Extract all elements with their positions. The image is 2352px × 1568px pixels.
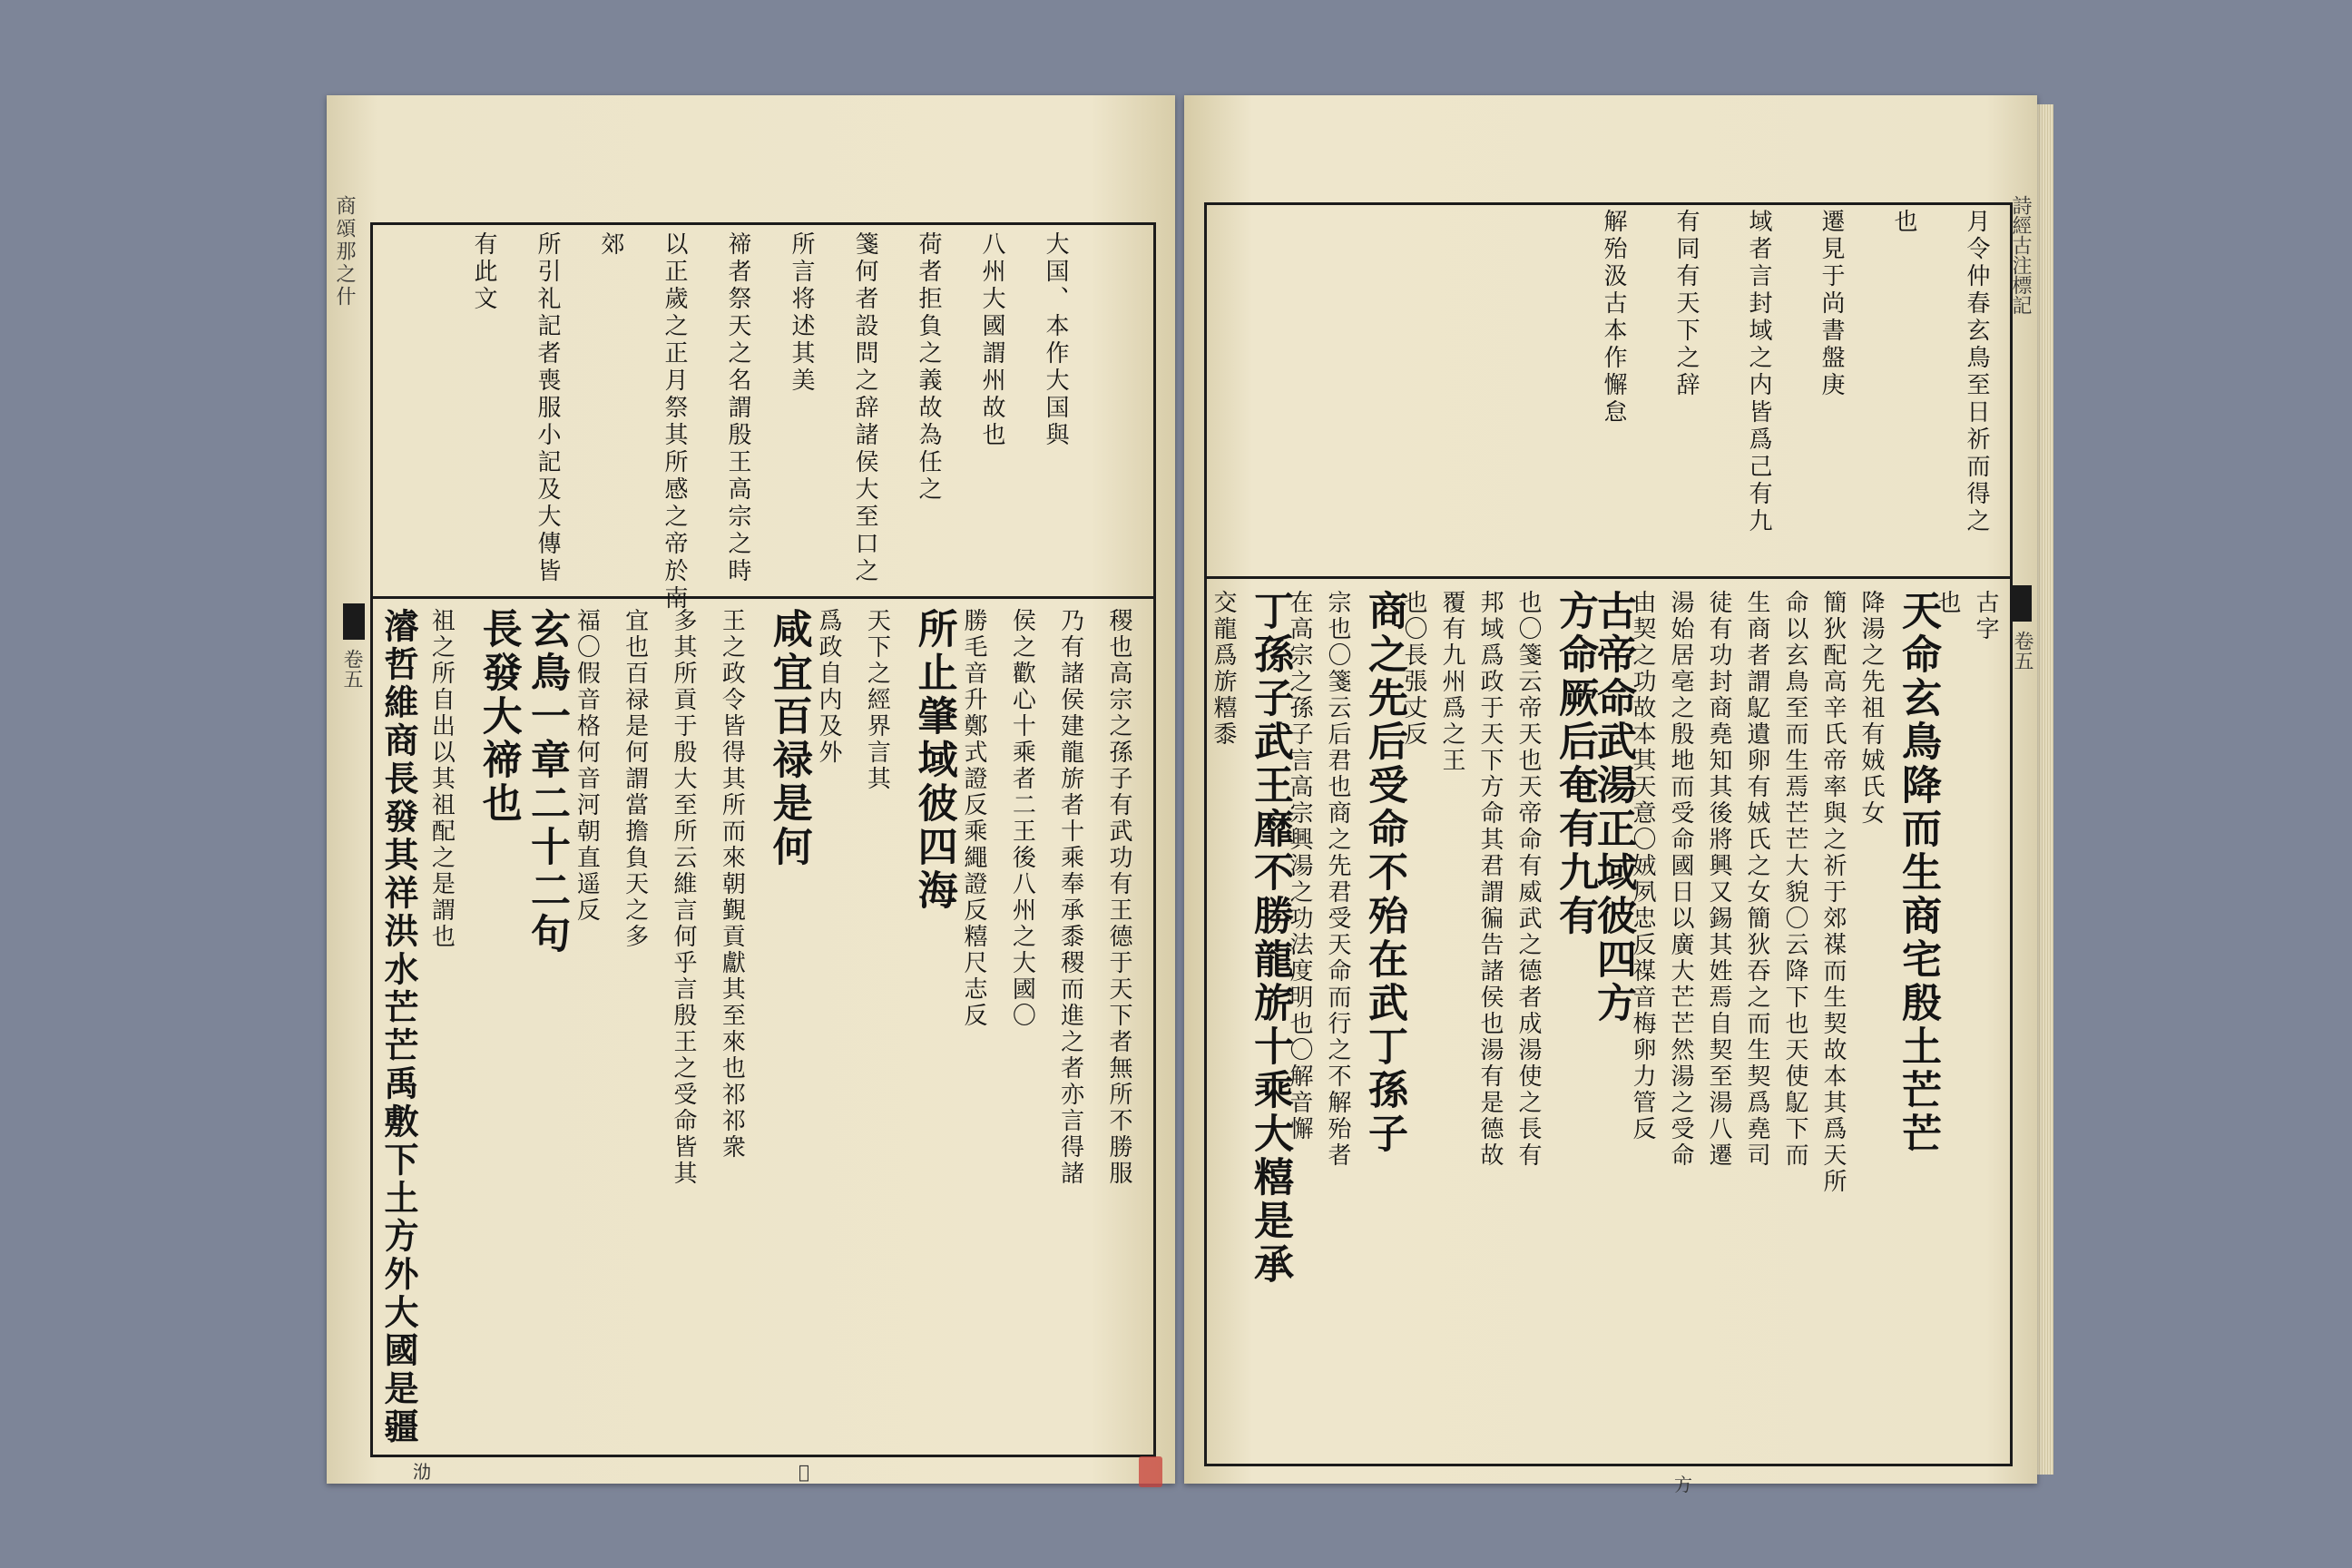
right-body-column: 命以玄鳥至而生焉芒芒大貌〇云降下也天使鳦下而 (1781, 590, 1808, 1169)
left-body-column: 玄鳥一章二十二句 (524, 608, 570, 956)
left-margin-volume: 卷五 (340, 649, 363, 689)
left-bottom-mark-2: 𠮦 (799, 1461, 810, 1483)
left-body-column: 咸宜百禄是何 (765, 608, 812, 869)
left-head-note: 有此文 (470, 231, 497, 313)
right-head-note: 月令仲春玄鳥至日祈而得之 (1963, 209, 1990, 535)
left-body-column: 宜也百禄是何謂當擔負天之多 (621, 608, 649, 950)
right-body-column: 生商者謂鳦遺卵有娀氏之女簡狄吞之而生契爲堯司 (1743, 590, 1770, 1169)
right-body-column: 交龍爲旂糦黍 (1210, 590, 1237, 748)
right-head-note: 遷見于尚書盤庚 (1818, 209, 1845, 399)
right-body-column: 在高宗之孫子言高宗興湯之功法度明也〇解音懈 (1286, 590, 1313, 1142)
right-body-column: 也 (1934, 590, 1961, 616)
left-body-column: 濬哲維商長發其祥洪水芒芒禹敷下土方外大國是疆 (378, 608, 419, 1446)
left-body-column: 福〇假音格何音河朝直遥反 (573, 608, 601, 924)
right-body-column: 覆有九州爲之王 (1438, 590, 1465, 774)
right-body-column: 古字 (1972, 590, 1999, 642)
right-divider-line (1204, 576, 2010, 579)
left-margin-tab (343, 603, 365, 640)
right-bottom-mark: 方 (1674, 1474, 1692, 1495)
right-body-column: 徒有功封商堯知其後將興又錫其姓焉自契至湯八遷 (1705, 590, 1732, 1169)
left-body-column: 王之政令皆得其所而來朝覲貢獻其至來也祁祁衆 (718, 608, 746, 1161)
right-body-column: 簡狄配高辛氏帝率與之祈于郊禖而生契故本其爲天所 (1819, 590, 1847, 1195)
right-margin-volume: 卷五 (2011, 631, 2034, 671)
right-head-note: 解殆汲古本作懈怠 (1600, 209, 1627, 426)
left-divider-line (370, 596, 1153, 599)
right-body-column: 也〇箋云帝天也天帝命有威武之德者成湯使之長有 (1514, 590, 1542, 1169)
left-body-column: 長發大禘也 (475, 608, 522, 826)
left-body-column: 稷也高宗之孫子有武功有王德于天下者無所不勝服 (1105, 608, 1132, 1187)
right-body-column: 方命厥后奄有九有 (1552, 590, 1598, 938)
left-head-note: 荷者拒負之義故為任之 (915, 231, 942, 504)
left-head-note: 以正歲之正月祭其所感之帝於南 (661, 231, 688, 612)
left-text-frame (370, 222, 1156, 1457)
right-body-column: 宗也〇箋云后君也商之先君受天命而行之不解殆者 (1324, 590, 1351, 1169)
right-body-column: 天命玄鳥降而生商宅殷土芒芒 (1895, 590, 1941, 1156)
left-head-note: 大国、本作大国與 (1042, 231, 1069, 449)
right-page (1184, 95, 2037, 1495)
left-page (327, 95, 1175, 1484)
left-head-note: 所引礼記者喪服小記及大傳皆 (534, 231, 561, 585)
left-head-note: 郊 (597, 231, 624, 259)
left-body-column: 乃有諸侯建龍旂者十乘奉承黍稷而進之者亦言得諸 (1056, 608, 1084, 1187)
left-head-note: 箋何者設問之辞諸侯大至口之 (851, 231, 878, 585)
right-margin-tab (2012, 585, 2032, 622)
left-body-column: 祖之所自出以其祖配之是謂也 (427, 608, 456, 950)
left-body-column: 所止肇域彼四海 (910, 608, 957, 913)
left-body-column: 天下之經界言其 (863, 608, 891, 792)
right-body-column: 也〇長張丈反 (1400, 590, 1427, 748)
left-bottom-mark-1: 𣲒 (413, 1461, 431, 1483)
left-body-column: 侯之歡心十乘者二王後八州之大國〇 (1008, 608, 1036, 1029)
left-body-column: 多其所貢于殷大至所云維言何乎言殷王之受命皆其 (670, 608, 697, 1187)
right-body-column: 商之先后受命不殆在武丁孫子 (1361, 590, 1407, 1156)
left-head-note: 禘者祭天之名謂殷王高宗之時 (724, 231, 751, 585)
right-body-column: 丁孫子武王靡不勝龍旂十乘大糦是承 (1247, 590, 1293, 1287)
right-head-note: 域者言封域之内皆爲己有九 (1745, 209, 1772, 535)
open-book (327, 95, 2037, 1495)
right-body-column: 古帝命武湯正域彼四方 (1590, 590, 1636, 1025)
left-body-column: 勝毛音升鄭式證反乘繩證反糦尺志反 (960, 608, 987, 1029)
red-seal-stamp (1139, 1456, 1162, 1487)
left-head-note: 八州大國謂州故也 (978, 231, 1005, 449)
right-body-column: 湯始居亳之殷地而受命國日以廣大芒芒然湯之受命 (1667, 590, 1694, 1169)
left-body-column: 爲政自内及外 (815, 608, 842, 766)
right-body-column: 由契之功故本其天意〇娀夙忠反禖音梅卵力管反 (1629, 590, 1656, 1142)
left-margin-title: 商頌那之什 (333, 195, 356, 309)
right-body-column: 降湯之先祖有娀氏女 (1857, 590, 1885, 827)
right-head-note: 有同有天下之辞 (1672, 209, 1700, 399)
right-head-note: 也 (1890, 209, 1917, 236)
right-body-column: 邦域爲政于天下方命其君謂徧告諸侯也湯有是德故 (1476, 590, 1504, 1169)
right-margin-title: 詩經古注標記 (2009, 195, 2032, 315)
left-head-note: 所言将述其美 (788, 231, 815, 395)
page-edges (2037, 104, 2053, 1475)
